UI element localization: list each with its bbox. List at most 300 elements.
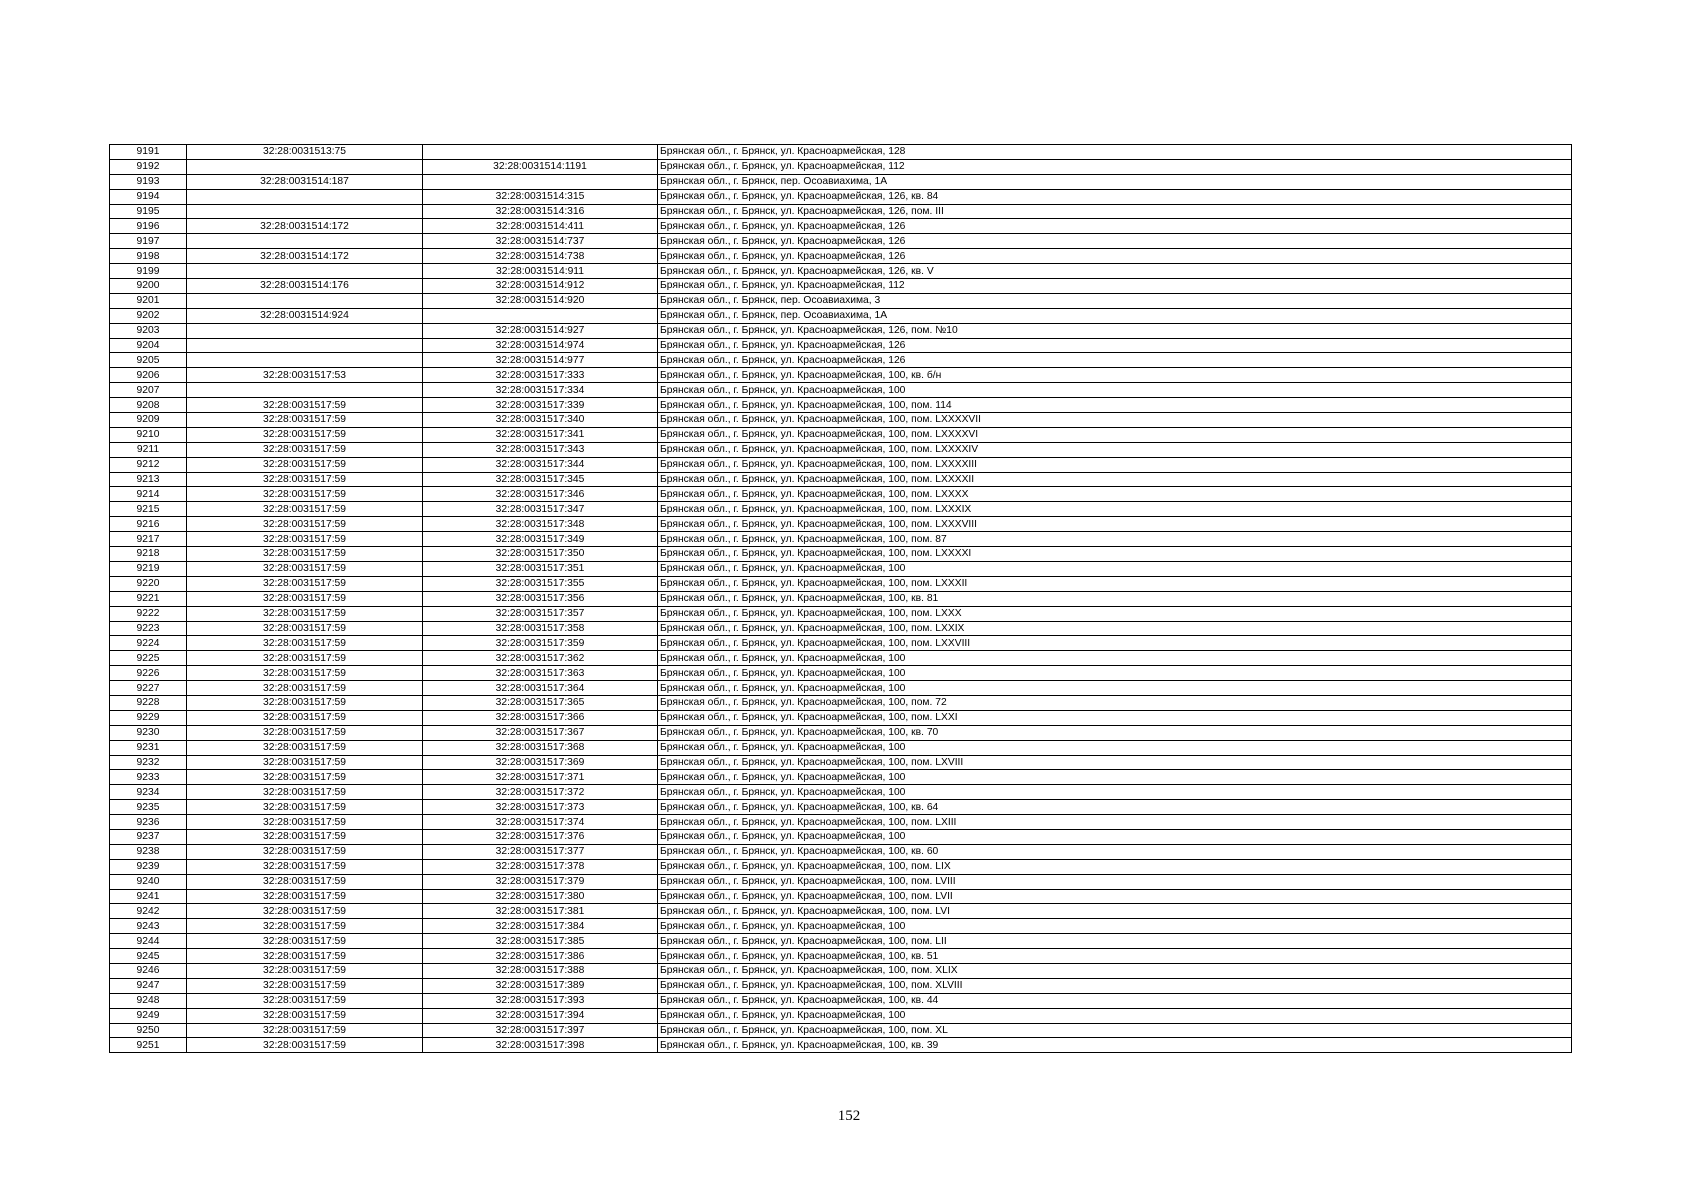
parcel-cadastral-number-cell: 32:28:0031517:59 bbox=[187, 889, 423, 904]
object-cadastral-number-cell: 32:28:0031517:340 bbox=[423, 413, 658, 428]
row-number-cell: 9213 bbox=[110, 472, 187, 487]
object-cadastral-number-cell: 32:28:0031517:362 bbox=[423, 651, 658, 666]
object-cadastral-number-cell: 32:28:0031514:411 bbox=[423, 219, 658, 234]
row-number-cell: 9217 bbox=[110, 532, 187, 547]
object-cadastral-number-cell: 32:28:0031517:359 bbox=[423, 636, 658, 651]
address-cell: Брянская обл., г. Брянск, ул. Красноармейская, 100, пом. LVII bbox=[658, 889, 1572, 904]
row-number-cell: 9224 bbox=[110, 636, 187, 651]
table-row bbox=[110, 874, 1572, 889]
table-row bbox=[110, 189, 1572, 204]
object-cadastral-number-cell: 32:28:0031517:385 bbox=[423, 934, 658, 949]
object-cadastral-number-cell: 32:28:0031517:372 bbox=[423, 785, 658, 800]
row-number-cell: 9232 bbox=[110, 755, 187, 770]
address-cell: Брянская обл., г. Брянск, ул. Красноармейская, 112 bbox=[658, 159, 1572, 174]
parcel-cadastral-number-cell: 32:28:0031517:59 bbox=[187, 487, 423, 502]
address-cell: Брянская обл., г. Брянск, ул. Красноармейская, 100, пом. LXXXII bbox=[658, 576, 1572, 591]
object-cadastral-number-cell: 32:28:0031517:364 bbox=[423, 681, 658, 696]
table-row bbox=[110, 681, 1572, 696]
row-number-cell: 9229 bbox=[110, 710, 187, 725]
row-number-cell: 9216 bbox=[110, 517, 187, 532]
table-row bbox=[110, 844, 1572, 859]
address-cell: Брянская обл., г. Брянск, ул. Красноармейская, 100, пом. LXXXIX bbox=[658, 502, 1572, 517]
row-number-cell: 9241 bbox=[110, 889, 187, 904]
parcel-cadastral-number-cell: 32:28:0031514:924 bbox=[187, 308, 423, 323]
table-row bbox=[110, 457, 1572, 472]
parcel-cadastral-number-cell: 32:28:0031517:59 bbox=[187, 710, 423, 725]
row-number-cell: 9251 bbox=[110, 1038, 187, 1053]
address-cell: Брянская обл., г. Брянск, ул. Красноармейская, 100 bbox=[658, 829, 1572, 844]
object-cadastral-number-cell: 32:28:0031517:389 bbox=[423, 978, 658, 993]
address-cell: Брянская обл., г. Брянск, ул. Красноармейская, 100, кв. 60 bbox=[658, 844, 1572, 859]
object-cadastral-number-cell: 32:28:0031517:371 bbox=[423, 770, 658, 785]
parcel-cadastral-number-cell bbox=[187, 204, 423, 219]
table-row bbox=[110, 517, 1572, 532]
parcel-cadastral-number-cell: 32:28:0031517:59 bbox=[187, 636, 423, 651]
address-cell: Брянская обл., г. Брянск, ул. Красноармейская, 100, пом. LXXXXII bbox=[658, 472, 1572, 487]
address-cell: Брянская обл., г. Брянск, ул. Красноармейская, 100, кв. 70 bbox=[658, 725, 1572, 740]
address-cell: Брянская обл., г. Брянск, ул. Красноармейская, 100 bbox=[658, 740, 1572, 755]
object-cadastral-number-cell: 32:28:0031517:350 bbox=[423, 547, 658, 562]
table-row bbox=[110, 293, 1572, 308]
object-cadastral-number-cell: 32:28:0031517:349 bbox=[423, 532, 658, 547]
parcel-cadastral-number-cell: 32:28:0031517:59 bbox=[187, 963, 423, 978]
address-cell: Брянская обл., г. Брянск, ул. Красноармейская, 100, пом. LXXXXIV bbox=[658, 442, 1572, 457]
address-cell: Брянская обл., г. Брянск, ул. Красноармейская, 100, пом. XLIX bbox=[658, 963, 1572, 978]
object-cadastral-number-cell: 32:28:0031517:376 bbox=[423, 829, 658, 844]
address-cell: Брянская обл., г. Брянск, ул. Красноармейская, 126 bbox=[658, 249, 1572, 264]
object-cadastral-number-cell bbox=[423, 308, 658, 323]
table-row bbox=[110, 487, 1572, 502]
row-number-cell: 9212 bbox=[110, 457, 187, 472]
row-number-cell: 9228 bbox=[110, 695, 187, 710]
address-cell: Брянская обл., г. Брянск, ул. Красноармейская, 100 bbox=[658, 681, 1572, 696]
parcel-cadastral-number-cell: 32:28:0031513:75 bbox=[187, 145, 423, 160]
row-number-cell: 9221 bbox=[110, 591, 187, 606]
row-number-cell: 9234 bbox=[110, 785, 187, 800]
address-cell: Брянская обл., г. Брянск, ул. Красноармейская, 100, пом. LXXI bbox=[658, 710, 1572, 725]
table-row bbox=[110, 815, 1572, 830]
parcel-cadastral-number-cell bbox=[187, 353, 423, 368]
address-cell: Брянская обл., г. Брянск, ул. Красноармейская, 100, пом. XLVIII bbox=[658, 978, 1572, 993]
row-number-cell: 9192 bbox=[110, 159, 187, 174]
object-cadastral-number-cell: 32:28:0031514:912 bbox=[423, 279, 658, 294]
address-cell: Брянская обл., г. Брянск, ул. Красноармейская, 100, пом. 72 bbox=[658, 695, 1572, 710]
row-number-cell: 9191 bbox=[110, 145, 187, 160]
address-cell: Брянская обл., г. Брянск, ул. Красноармейская, 100 bbox=[658, 1008, 1572, 1023]
address-cell: Брянская обл., г. Брянск, ул. Красноармейская, 100, пом. LXXXX bbox=[658, 487, 1572, 502]
parcel-cadastral-number-cell: 32:28:0031517:59 bbox=[187, 576, 423, 591]
address-cell: Брянская обл., г. Брянск, пер. Осоавиахима, 3 bbox=[658, 293, 1572, 308]
table-row bbox=[110, 442, 1572, 457]
table-row bbox=[110, 234, 1572, 249]
row-number-cell: 9207 bbox=[110, 383, 187, 398]
address-cell: Брянская обл., г. Брянск, ул. Красноармейская, 100, кв. б/н bbox=[658, 368, 1572, 383]
table-row bbox=[110, 532, 1572, 547]
parcel-cadastral-number-cell: 32:28:0031517:59 bbox=[187, 859, 423, 874]
address-cell: Брянская обл., г. Брянск, ул. Красноармейская, 100, пом. LXXXXI bbox=[658, 547, 1572, 562]
object-cadastral-number-cell: 32:28:0031514:920 bbox=[423, 293, 658, 308]
parcel-cadastral-number-cell: 32:28:0031517:59 bbox=[187, 651, 423, 666]
parcel-cadastral-number-cell: 32:28:0031517:59 bbox=[187, 606, 423, 621]
address-cell: Брянская обл., г. Брянск, ул. Красноармейская, 100 bbox=[658, 651, 1572, 666]
address-cell: Брянская обл., г. Брянск, ул. Красноармейская, 126, кв. 84 bbox=[658, 189, 1572, 204]
object-cadastral-number-cell: 32:28:0031517:351 bbox=[423, 561, 658, 576]
table-row bbox=[110, 740, 1572, 755]
row-number-cell: 9195 bbox=[110, 204, 187, 219]
table-row bbox=[110, 502, 1572, 517]
parcel-cadastral-number-cell bbox=[187, 264, 423, 279]
table-row bbox=[110, 279, 1572, 294]
table-row bbox=[110, 606, 1572, 621]
parcel-cadastral-number-cell: 32:28:0031517:59 bbox=[187, 829, 423, 844]
object-cadastral-number-cell: 32:28:0031517:377 bbox=[423, 844, 658, 859]
address-cell: Брянская обл., г. Брянск, ул. Красноармейская, 100, кв. 64 bbox=[658, 800, 1572, 815]
parcel-cadastral-number-cell: 32:28:0031514:187 bbox=[187, 174, 423, 189]
object-cadastral-number-cell: 32:28:0031517:394 bbox=[423, 1008, 658, 1023]
parcel-cadastral-number-cell: 32:28:0031517:59 bbox=[187, 1008, 423, 1023]
parcel-cadastral-number-cell: 32:28:0031517:59 bbox=[187, 978, 423, 993]
address-cell: Брянская обл., г. Брянск, ул. Красноармейская, 100, пом. LXVIII bbox=[658, 755, 1572, 770]
row-number-cell: 9222 bbox=[110, 606, 187, 621]
row-number-cell: 9203 bbox=[110, 323, 187, 338]
table-row bbox=[110, 398, 1572, 413]
row-number-cell: 9233 bbox=[110, 770, 187, 785]
address-cell: Брянская обл., г. Брянск, ул. Красноармейская, 100, пом. LII bbox=[658, 934, 1572, 949]
address-cell: Брянская обл., г. Брянск, ул. Красноармейская, 100, пом. 87 bbox=[658, 532, 1572, 547]
address-cell: Брянская обл., г. Брянск, ул. Красноармейская, 100, пом. 114 bbox=[658, 398, 1572, 413]
row-number-cell: 9193 bbox=[110, 174, 187, 189]
row-number-cell: 9220 bbox=[110, 576, 187, 591]
parcel-cadastral-number-cell: 32:28:0031517:59 bbox=[187, 621, 423, 636]
address-cell: Брянская обл., г. Брянск, ул. Красноармейская, 100 bbox=[658, 666, 1572, 681]
object-cadastral-number-cell: 32:28:0031514:1191 bbox=[423, 159, 658, 174]
table-row bbox=[110, 204, 1572, 219]
table-row bbox=[110, 219, 1572, 234]
object-cadastral-number-cell: 32:28:0031514:737 bbox=[423, 234, 658, 249]
table-row bbox=[110, 666, 1572, 681]
row-number-cell: 9245 bbox=[110, 949, 187, 964]
parcel-cadastral-number-cell: 32:28:0031517:59 bbox=[187, 770, 423, 785]
address-cell: Брянская обл., г. Брянск, ул. Красноармейская, 100 bbox=[658, 919, 1572, 934]
table-row bbox=[110, 308, 1572, 323]
parcel-cadastral-number-cell: 32:28:0031517:59 bbox=[187, 919, 423, 934]
row-number-cell: 9231 bbox=[110, 740, 187, 755]
address-cell: Брянская обл., г. Брянск, ул. Красноармейская, 100, пом. LXXX bbox=[658, 606, 1572, 621]
table-row bbox=[110, 695, 1572, 710]
parcel-cadastral-number-cell: 32:28:0031517:59 bbox=[187, 442, 423, 457]
parcel-cadastral-number-cell: 32:28:0031517:59 bbox=[187, 785, 423, 800]
row-number-cell: 9200 bbox=[110, 279, 187, 294]
address-cell: Брянская обл., г. Брянск, ул. Красноармейская, 100 bbox=[658, 785, 1572, 800]
row-number-cell: 9204 bbox=[110, 338, 187, 353]
address-cell: Брянская обл., г. Брянск, ул. Красноармейская, 100, пом. LXXXXVII bbox=[658, 413, 1572, 428]
parcel-cadastral-number-cell: 32:28:0031517:59 bbox=[187, 844, 423, 859]
parcel-cadastral-number-cell: 32:28:0031517:59 bbox=[187, 517, 423, 532]
table-row bbox=[110, 1008, 1572, 1023]
address-cell: Брянская обл., г. Брянск, ул. Красноармейская, 126 bbox=[658, 219, 1572, 234]
table-row bbox=[110, 889, 1572, 904]
address-cell: Брянская обл., г. Брянск, ул. Красноармейская, 126 bbox=[658, 234, 1572, 249]
table-row bbox=[110, 829, 1572, 844]
address-cell: Брянская обл., г. Брянск, ул. Красноармейская, 100, пом. LXIII bbox=[658, 815, 1572, 830]
parcel-cadastral-number-cell bbox=[187, 189, 423, 204]
parcel-cadastral-number-cell: 32:28:0031517:59 bbox=[187, 427, 423, 442]
table-row bbox=[110, 636, 1572, 651]
address-cell: Брянская обл., г. Брянск, ул. Красноармейская, 100 bbox=[658, 383, 1572, 398]
parcel-cadastral-number-cell: 32:28:0031517:59 bbox=[187, 561, 423, 576]
address-cell: Брянская обл., г. Брянск, ул. Красноармейская, 100, пом. LVI bbox=[658, 904, 1572, 919]
table-row bbox=[110, 725, 1572, 740]
table-row bbox=[110, 174, 1572, 189]
object-cadastral-number-cell: 32:28:0031517:365 bbox=[423, 695, 658, 710]
object-cadastral-number-cell: 32:28:0031517:348 bbox=[423, 517, 658, 532]
row-number-cell: 9237 bbox=[110, 829, 187, 844]
row-number-cell: 9248 bbox=[110, 993, 187, 1008]
address-cell: Брянская обл., г. Брянск, ул. Красноармейская, 100, кв. 51 bbox=[658, 949, 1572, 964]
object-cadastral-number-cell: 32:28:0031514:911 bbox=[423, 264, 658, 279]
table-row bbox=[110, 547, 1572, 562]
object-cadastral-number-cell: 32:28:0031517:355 bbox=[423, 576, 658, 591]
row-number-cell: 9196 bbox=[110, 219, 187, 234]
object-cadastral-number-cell: 32:28:0031517:346 bbox=[423, 487, 658, 502]
register-table-body bbox=[110, 145, 1572, 1053]
address-cell: Брянская обл., г. Брянск, ул. Красноармейская, 100, пом. LIX bbox=[658, 859, 1572, 874]
object-cadastral-number-cell: 32:28:0031517:379 bbox=[423, 874, 658, 889]
address-cell: Брянская обл., г. Брянск, ул. Красноармейская, 100, пом. LXXIX bbox=[658, 621, 1572, 636]
row-number-cell: 9227 bbox=[110, 681, 187, 696]
parcel-cadastral-number-cell: 32:28:0031517:59 bbox=[187, 413, 423, 428]
address-cell: Брянская обл., г. Брянск, ул. Красноармейская, 126, кв. V bbox=[658, 264, 1572, 279]
object-cadastral-number-cell: 32:28:0031517:343 bbox=[423, 442, 658, 457]
table-row bbox=[110, 993, 1572, 1008]
row-number-cell: 9238 bbox=[110, 844, 187, 859]
object-cadastral-number-cell: 32:28:0031517:384 bbox=[423, 919, 658, 934]
address-cell: Брянская обл., г. Брянск, ул. Красноармейская, 100 bbox=[658, 770, 1572, 785]
table-row bbox=[110, 383, 1572, 398]
object-cadastral-number-cell: 32:28:0031517:345 bbox=[423, 472, 658, 487]
address-cell: Брянская обл., г. Брянск, ул. Красноармейская, 126, пом. III bbox=[658, 204, 1572, 219]
parcel-cadastral-number-cell bbox=[187, 159, 423, 174]
register-table bbox=[109, 144, 1572, 1053]
table-row bbox=[110, 264, 1572, 279]
object-cadastral-number-cell: 32:28:0031517:373 bbox=[423, 800, 658, 815]
object-cadastral-number-cell: 32:28:0031514:927 bbox=[423, 323, 658, 338]
parcel-cadastral-number-cell: 32:28:0031517:59 bbox=[187, 398, 423, 413]
parcel-cadastral-number-cell bbox=[187, 323, 423, 338]
parcel-cadastral-number-cell: 32:28:0031514:172 bbox=[187, 249, 423, 264]
table-row bbox=[110, 859, 1572, 874]
parcel-cadastral-number-cell: 32:28:0031517:59 bbox=[187, 993, 423, 1008]
object-cadastral-number-cell: 32:28:0031517:397 bbox=[423, 1023, 658, 1038]
table-row bbox=[110, 919, 1572, 934]
object-cadastral-number-cell: 32:28:0031517:393 bbox=[423, 993, 658, 1008]
table-row bbox=[110, 949, 1572, 964]
table-row bbox=[110, 1023, 1572, 1038]
row-number-cell: 9201 bbox=[110, 293, 187, 308]
table-row bbox=[110, 323, 1572, 338]
object-cadastral-number-cell: 32:28:0031517:341 bbox=[423, 427, 658, 442]
address-cell: Брянская обл., г. Брянск, ул. Красноармейская, 100 bbox=[658, 561, 1572, 576]
parcel-cadastral-number-cell bbox=[187, 338, 423, 353]
address-cell: Брянская обл., г. Брянск, ул. Красноармейская, 112 bbox=[658, 279, 1572, 294]
table-row bbox=[110, 368, 1572, 383]
object-cadastral-number-cell: 32:28:0031517:347 bbox=[423, 502, 658, 517]
object-cadastral-number-cell: 32:28:0031514:738 bbox=[423, 249, 658, 264]
object-cadastral-number-cell: 32:28:0031517:388 bbox=[423, 963, 658, 978]
object-cadastral-number-cell: 32:28:0031517:398 bbox=[423, 1038, 658, 1053]
parcel-cadastral-number-cell: 32:28:0031517:59 bbox=[187, 934, 423, 949]
row-number-cell: 9219 bbox=[110, 561, 187, 576]
table-row bbox=[110, 904, 1572, 919]
parcel-cadastral-number-cell bbox=[187, 293, 423, 308]
row-number-cell: 9235 bbox=[110, 800, 187, 815]
parcel-cadastral-number-cell: 32:28:0031517:59 bbox=[187, 547, 423, 562]
parcel-cadastral-number-cell: 32:28:0031517:59 bbox=[187, 904, 423, 919]
address-cell: Брянская обл., г. Брянск, ул. Красноармейская, 100, пом. LXXVIII bbox=[658, 636, 1572, 651]
parcel-cadastral-number-cell: 32:28:0031517:53 bbox=[187, 368, 423, 383]
row-number-cell: 9208 bbox=[110, 398, 187, 413]
parcel-cadastral-number-cell: 32:28:0031517:59 bbox=[187, 725, 423, 740]
row-number-cell: 9243 bbox=[110, 919, 187, 934]
row-number-cell: 9239 bbox=[110, 859, 187, 874]
object-cadastral-number-cell: 32:28:0031517:357 bbox=[423, 606, 658, 621]
row-number-cell: 9230 bbox=[110, 725, 187, 740]
table-row bbox=[110, 770, 1572, 785]
object-cadastral-number-cell: 32:28:0031517:368 bbox=[423, 740, 658, 755]
address-cell: Брянская обл., г. Брянск, ул. Красноармейская, 126, пом. №10 bbox=[658, 323, 1572, 338]
table-row bbox=[110, 978, 1572, 993]
object-cadastral-number-cell: 32:28:0031514:977 bbox=[423, 353, 658, 368]
parcel-cadastral-number-cell: 32:28:0031517:59 bbox=[187, 755, 423, 770]
parcel-cadastral-number-cell: 32:28:0031517:59 bbox=[187, 949, 423, 964]
table-row bbox=[110, 1038, 1572, 1053]
table-row bbox=[110, 413, 1572, 428]
row-number-cell: 9210 bbox=[110, 427, 187, 442]
object-cadastral-number-cell: 32:28:0031517:386 bbox=[423, 949, 658, 964]
object-cadastral-number-cell: 32:28:0031514:316 bbox=[423, 204, 658, 219]
parcel-cadastral-number-cell: 32:28:0031517:59 bbox=[187, 1023, 423, 1038]
row-number-cell: 9206 bbox=[110, 368, 187, 383]
parcel-cadastral-number-cell: 32:28:0031517:59 bbox=[187, 502, 423, 517]
table-row bbox=[110, 145, 1572, 160]
address-cell: Брянская обл., г. Брянск, ул. Красноармейская, 100, пом. LXXXXIII bbox=[658, 457, 1572, 472]
table-row bbox=[110, 159, 1572, 174]
address-cell: Брянская обл., г. Брянск, ул. Красноармейская, 126 bbox=[658, 353, 1572, 368]
address-cell: Брянская обл., г. Брянск, ул. Красноармейская, 100, кв. 44 bbox=[658, 993, 1572, 1008]
address-cell: Брянская обл., г. Брянск, ул. Красноармейская, 128 bbox=[658, 145, 1572, 160]
row-number-cell: 9215 bbox=[110, 502, 187, 517]
row-number-cell: 9205 bbox=[110, 353, 187, 368]
row-number-cell: 9250 bbox=[110, 1023, 187, 1038]
object-cadastral-number-cell: 32:28:0031517:339 bbox=[423, 398, 658, 413]
parcel-cadastral-number-cell: 32:28:0031517:59 bbox=[187, 740, 423, 755]
table-row bbox=[110, 621, 1572, 636]
parcel-cadastral-number-cell: 32:28:0031517:59 bbox=[187, 457, 423, 472]
parcel-cadastral-number-cell bbox=[187, 383, 423, 398]
row-number-cell: 9209 bbox=[110, 413, 187, 428]
table-row bbox=[110, 427, 1572, 442]
table-row bbox=[110, 576, 1572, 591]
address-cell: Брянская обл., г. Брянск, ул. Красноармейская, 100, пом. LVIII bbox=[658, 874, 1572, 889]
object-cadastral-number-cell: 32:28:0031514:315 bbox=[423, 189, 658, 204]
object-cadastral-number-cell: 32:28:0031517:378 bbox=[423, 859, 658, 874]
address-cell: Брянская обл., г. Брянск, ул. Красноармейская, 100, пом. XL bbox=[658, 1023, 1572, 1038]
parcel-cadastral-number-cell: 32:28:0031517:59 bbox=[187, 532, 423, 547]
row-number-cell: 9211 bbox=[110, 442, 187, 457]
row-number-cell: 9246 bbox=[110, 963, 187, 978]
address-cell: Брянская обл., г. Брянск, пер. Осоавиахима, 1А bbox=[658, 174, 1572, 189]
row-number-cell: 9242 bbox=[110, 904, 187, 919]
parcel-cadastral-number-cell bbox=[187, 234, 423, 249]
table-row bbox=[110, 785, 1572, 800]
row-number-cell: 9194 bbox=[110, 189, 187, 204]
object-cadastral-number-cell: 32:28:0031517:380 bbox=[423, 889, 658, 904]
object-cadastral-number-cell: 32:28:0031517:344 bbox=[423, 457, 658, 472]
row-number-cell: 9199 bbox=[110, 264, 187, 279]
table-row bbox=[110, 591, 1572, 606]
address-cell: Брянская обл., г. Брянск, ул. Красноармейская, 100, пом. LXXXXVI bbox=[658, 427, 1572, 442]
row-number-cell: 9198 bbox=[110, 249, 187, 264]
address-cell: Брянская обл., г. Брянск, ул. Красноармейская, 100, кв. 39 bbox=[658, 1038, 1572, 1053]
row-number-cell: 9214 bbox=[110, 487, 187, 502]
row-number-cell: 9249 bbox=[110, 1008, 187, 1023]
table-row bbox=[110, 963, 1572, 978]
parcel-cadastral-number-cell: 32:28:0031517:59 bbox=[187, 1038, 423, 1053]
row-number-cell: 9226 bbox=[110, 666, 187, 681]
parcel-cadastral-number-cell: 32:28:0031517:59 bbox=[187, 472, 423, 487]
object-cadastral-number-cell: 32:28:0031517:367 bbox=[423, 725, 658, 740]
table-row bbox=[110, 755, 1572, 770]
row-number-cell: 9225 bbox=[110, 651, 187, 666]
object-cadastral-number-cell: 32:28:0031517:358 bbox=[423, 621, 658, 636]
page-number: 152 bbox=[837, 1108, 861, 1124]
object-cadastral-number-cell: 32:28:0031517:356 bbox=[423, 591, 658, 606]
address-cell: Брянская обл., г. Брянск, пер. Осоавиахима, 1А bbox=[658, 308, 1572, 323]
object-cadastral-number-cell: 32:28:0031517:374 bbox=[423, 815, 658, 830]
table-row bbox=[110, 249, 1572, 264]
object-cadastral-number-cell: 32:28:0031517:369 bbox=[423, 755, 658, 770]
object-cadastral-number-cell: 32:28:0031517:366 bbox=[423, 710, 658, 725]
object-cadastral-number-cell: 32:28:0031517:334 bbox=[423, 383, 658, 398]
table-row bbox=[110, 710, 1572, 725]
object-cadastral-number-cell: 32:28:0031517:333 bbox=[423, 368, 658, 383]
row-number-cell: 9197 bbox=[110, 234, 187, 249]
parcel-cadastral-number-cell: 32:28:0031517:59 bbox=[187, 591, 423, 606]
table-row bbox=[110, 472, 1572, 487]
row-number-cell: 9236 bbox=[110, 815, 187, 830]
row-number-cell: 9218 bbox=[110, 547, 187, 562]
object-cadastral-number-cell: 32:28:0031517:363 bbox=[423, 666, 658, 681]
object-cadastral-number-cell bbox=[423, 174, 658, 189]
parcel-cadastral-number-cell: 32:28:0031517:59 bbox=[187, 666, 423, 681]
address-cell: Брянская обл., г. Брянск, ул. Красноармейская, 100, пом. LXXXVIII bbox=[658, 517, 1572, 532]
table-row bbox=[110, 934, 1572, 949]
table-row bbox=[110, 353, 1572, 368]
parcel-cadastral-number-cell: 32:28:0031517:59 bbox=[187, 695, 423, 710]
row-number-cell: 9247 bbox=[110, 978, 187, 993]
parcel-cadastral-number-cell: 32:28:0031517:59 bbox=[187, 800, 423, 815]
row-number-cell: 9244 bbox=[110, 934, 187, 949]
object-cadastral-number-cell: 32:28:0031514:974 bbox=[423, 338, 658, 353]
row-number-cell: 9240 bbox=[110, 874, 187, 889]
parcel-cadastral-number-cell: 32:28:0031514:176 bbox=[187, 279, 423, 294]
table-row bbox=[110, 651, 1572, 666]
parcel-cadastral-number-cell: 32:28:0031517:59 bbox=[187, 681, 423, 696]
table-row bbox=[110, 561, 1572, 576]
parcel-cadastral-number-cell: 32:28:0031517:59 bbox=[187, 874, 423, 889]
parcel-cadastral-number-cell: 32:28:0031514:172 bbox=[187, 219, 423, 234]
row-number-cell: 9202 bbox=[110, 308, 187, 323]
